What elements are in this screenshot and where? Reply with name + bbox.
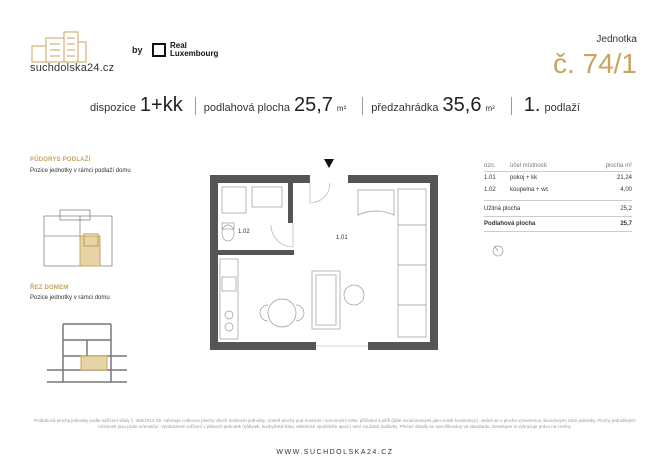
floor-value: 1. <box>523 94 541 116</box>
usable-area-row: Užitná plocha 25,2 <box>484 200 632 216</box>
floorplan-section-title: PŮDORYS PODLAŽÍ <box>30 157 91 163</box>
floor-area-unit: m² <box>336 104 347 113</box>
floor-area-row: Podlahová plocha 25,7 <box>484 216 632 232</box>
brand-name: suchdolska24.cz <box>30 62 115 74</box>
garden-value: 35,6 <box>442 94 482 116</box>
unit-label: Jednotka <box>596 34 637 45</box>
partner-name: Real Luxembourg <box>170 41 219 58</box>
table-row: 1.01 pokoj + kk 21,24 <box>484 175 632 181</box>
divider <box>511 97 512 115</box>
floor-label: podlaží <box>544 102 580 114</box>
table-header: ozn. účel místnosti plocha m² <box>484 160 632 172</box>
compass-icon <box>491 244 505 258</box>
partner-logo-icon <box>152 43 166 57</box>
legal-disclaimer: Podlahová plocha jednotky podle nařízení vlády č. 366/2013 Sb. zahrnuje celkovou plochu všech místností jednotky, včetně plochy pod nosnými i nenosnými zdmi, příčkami a pilíři (dále označovanými jako svislé konstrukce). Jedná se o plochu vymezenou obvodovými zdmi jednotky. Plochy jednotlivých místností jsou proto orientační. Vyobrazené zařízení v plánech jednotek (nábytek, kuchyňská linka, elektrické spotřebiče apod.) není součástí dodávky. Přesné detaily se specifikovány ve standardu. Developer si vyhrazuje právo na změny. <box>34 418 636 429</box>
by-label: by <box>132 45 143 55</box>
room-table <box>484 160 632 232</box>
website-link[interactable]: WWW.SUCHDOLSKA24.CZ <box>276 449 394 456</box>
floor-area-value: 25,7 <box>293 94 333 116</box>
garden-label: předzahrádka <box>371 102 439 114</box>
disposition-label: dispozice <box>90 102 136 114</box>
table-row: 1.02 koupelna + wc 4,00 <box>484 187 632 193</box>
room-label-bathroom: 1.02 <box>238 229 250 235</box>
garden-unit: m² <box>485 104 495 113</box>
building-section-diagram <box>45 318 130 386</box>
floor-area-label: podlahová plocha <box>203 102 290 114</box>
unit-number: č. 74/1 <box>552 48 637 79</box>
section-title: ŘEZ DOMEM <box>30 285 69 291</box>
section-subtitle: Pozice jednotky v rámci domu <box>30 295 110 301</box>
divider <box>362 97 363 115</box>
divider <box>195 97 196 115</box>
floor-key-plan <box>40 180 120 275</box>
building-logo-icon <box>30 28 88 64</box>
entrance-arrow-icon <box>324 159 334 168</box>
disposition-value: 1+kk <box>139 94 183 116</box>
stats-bar <box>0 94 670 118</box>
room-label-living: 1.01 <box>336 235 348 241</box>
unit-floor-plan <box>208 155 438 355</box>
floorplan-section-subtitle: Pozice jednotky v rámci podlaží domu <box>30 168 131 174</box>
